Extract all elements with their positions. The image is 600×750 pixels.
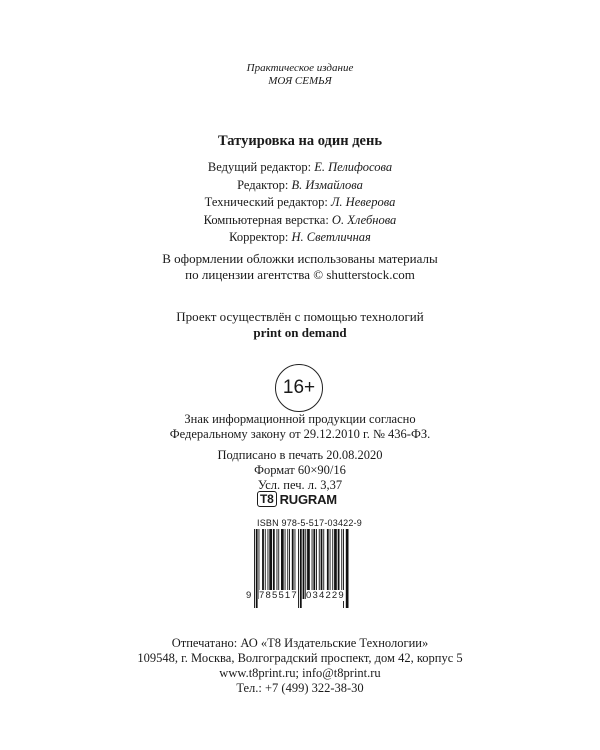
barcode-bar: [269, 529, 272, 599]
isbn-label: ISBN 978-5-517-03422-9: [257, 518, 362, 528]
cover-notice-line: В оформлении обложки использованы материалы: [162, 251, 438, 266]
cover-notice-line: по лицензии агентства © shutterstock.com: [185, 267, 415, 282]
barcode-bar: [312, 529, 313, 599]
credit-role: Компьютерная верстка:: [203, 212, 329, 227]
project-note-line: Проект осуществлён с помощью технологий: [176, 309, 424, 324]
credit-role: Технический редактор:: [204, 195, 328, 209]
book-title: Татуировка на один день: [217, 133, 383, 149]
barcode-bar: [300, 529, 302, 608]
credit-row: [0, 159, 600, 177]
barcode-digits-right: 034229: [306, 590, 345, 601]
printed-sheets: Усл. печ. л. 3,37: [257, 478, 343, 492]
barcode-bar: [259, 529, 260, 599]
barcode-bar: [285, 529, 286, 599]
barcode-bar: [268, 529, 269, 599]
barcode-bar: [346, 529, 349, 608]
barcode-bar: [323, 529, 324, 599]
credit-role: Ведущий редактор:: [207, 160, 312, 174]
barcode-bar: [332, 529, 333, 599]
barcode-bar: [319, 529, 320, 599]
barcode-bar: [262, 529, 264, 599]
barcode-bar: [277, 529, 278, 599]
barcode-bar: [278, 529, 279, 599]
barcode-bar: [295, 529, 296, 599]
barcode-bar: [303, 529, 305, 599]
barcode-bar: [256, 529, 258, 608]
barcode-bar: [305, 529, 306, 599]
t8-rugram-logo: [257, 489, 337, 509]
printer-address: 109548, г. Москва, Волгоградский проспект, дом 42, корпус 5: [137, 651, 463, 665]
t8-logo-box: T8: [257, 491, 277, 507]
barcode-bar: [298, 529, 299, 608]
age-law-line: Федеральному закону от 29.12.2010 г. № 436-ФЗ.: [169, 427, 431, 441]
credit-row: [0, 177, 600, 195]
credit-row: [0, 194, 600, 212]
barcode-bar: [316, 529, 317, 599]
barcode-bar: [289, 529, 290, 599]
credit-row: [0, 212, 600, 230]
credit-role: Редактор:: [237, 177, 289, 192]
barcode-bar: [338, 529, 340, 599]
barcode-bar: [273, 529, 275, 599]
printer-name: Отпечатано: АО «Т8 Издательские Технологии»: [171, 636, 429, 650]
barcode-bar: [334, 529, 337, 599]
credit-role: Корректор:: [229, 230, 289, 244]
barcode-bar: [265, 529, 266, 599]
barcode-digit-first: 9: [246, 590, 253, 601]
signed-to-print: Подписано в печать 20.08.2020: [217, 448, 383, 462]
barcode-bar: [287, 529, 288, 599]
age-rating-badge: 16+: [275, 364, 323, 412]
barcode-bar: [327, 529, 329, 599]
credit-row: [0, 229, 600, 247]
paper-format: Формат 60×90/16: [254, 463, 346, 477]
printer-phone: Тел.: +7 (499) 322-38-30: [236, 681, 364, 695]
printer-web: www.t8print.ru; info@t8print.ru: [219, 666, 381, 680]
series-name: МОЯ СЕМЬЯ: [268, 75, 332, 87]
barcode-bar: [254, 529, 255, 608]
rugram-wordmark: RUGRAM: [279, 491, 337, 507]
credit-name: Л. Неверова: [330, 195, 396, 209]
barcode-bar: [330, 529, 331, 599]
barcode-bar: [307, 529, 310, 599]
age-law-line: Знак информационной продукции согласно: [184, 412, 416, 426]
barcode-bar: [321, 529, 323, 599]
barcode-bar: [281, 529, 284, 599]
credit-name: Н. Светличная: [291, 230, 371, 244]
barcode-digits-left: 785517: [259, 590, 298, 601]
barcode-bar: [341, 529, 342, 599]
credit-name: В. Измайлова: [291, 177, 363, 192]
credits-block: [0, 159, 600, 247]
barcode-bar: [313, 529, 315, 599]
barcode-bar: [292, 529, 294, 599]
credit-name: Е. Пелифосова: [314, 160, 393, 174]
credit-name: О. Хлебнова: [331, 212, 397, 227]
edition-type: Практическое издание: [246, 62, 354, 74]
project-technology: print on demand: [253, 325, 347, 340]
